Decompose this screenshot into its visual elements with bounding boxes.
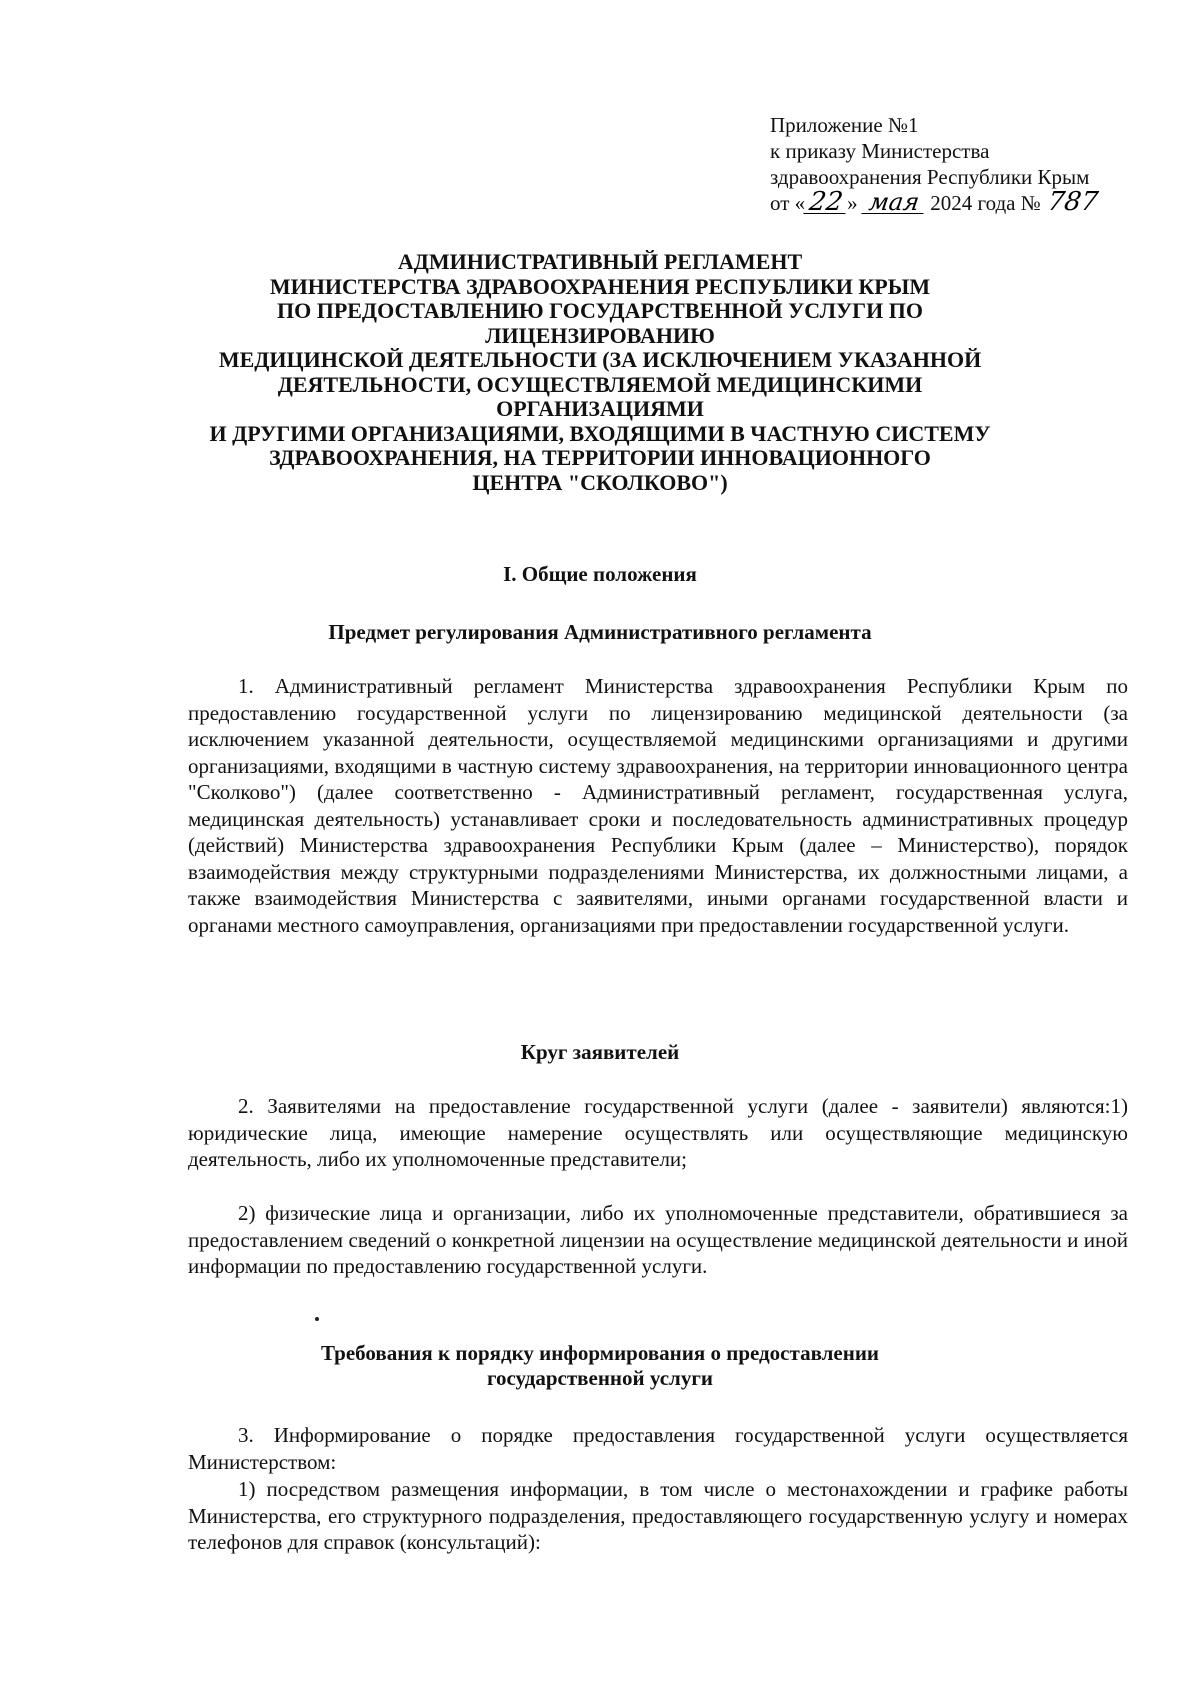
paragraph-2-item-2: 2) физические лица и организации, либо их уполномоченные представители, обратившиеся за предоставлением сведений о конкретной лицензии на осуществление медицинской деятельности и иной информации по предоставлению государственной услуги. (188, 1201, 1128, 1278)
appendix-header (770, 112, 1170, 216)
handwritten-month: мая (861, 191, 926, 214)
paragraph-2: 2. Заявителями на предоставление государственной услуги (далее - заявители) являются:1) юридические лица, имеющие намерение осуществлять или осуществляющие медицинскую деятельность, либо их уполномоченные представители; (188, 1094, 1128, 1171)
date-mid: » (847, 191, 858, 215)
section-heading-informing-line1: Требования к порядку информирования о предоставлении (320, 1341, 880, 1365)
section-heading-informing-line2: государственной услуги (487, 1366, 713, 1390)
title-line: МЕДИЦИНСКОЙ ДЕЯТЕЛЬНОСТИ (ЗА ИСКЛЮЧЕНИЕМ УКАЗАННОЙ (218, 347, 982, 372)
title-line: ДЕЯТЕЛЬНОСТИ, ОСУЩЕСТВЛЯЕМОЙ МЕДИЦИНСКИМИ (277, 371, 923, 397)
section-heading-applicants: Круг заявителей (520, 1040, 680, 1064)
stray-dot-mark (315, 1317, 319, 1321)
section-heading-general: I. Общие положения (503, 562, 697, 586)
date-prefix: от « (770, 191, 806, 215)
title-line: ЦЕНТРА "СКОЛКОВО") (472, 469, 728, 495)
title-line: МИНИСТЕРСТВА ЗДРАВООХРАНЕНИЯ РЕСПУБЛИКИ КРЫМ (269, 273, 931, 299)
title-line: ЛИЦЕНЗИРОВАНИЮ (485, 322, 715, 348)
handwritten-order-number: 787 (1045, 187, 1100, 217)
paragraph-3: 3. Информирование о порядке предоставления государственной услуги осуществляется Министерством: (188, 1423, 1128, 1474)
title-line: ЗДРАВООХРАНЕНИЯ, НА ТЕРРИТОРИИ ИННОВАЦИОННОГО (269, 445, 931, 470)
order-date-line (770, 187, 1170, 217)
section-heading-informing (150, 1341, 1050, 1391)
appendix-label: Приложение №1 (770, 113, 919, 137)
title-line: АДМИНИСТРАТИВНЫЙ РЕГЛАМЕНТ (397, 249, 803, 274)
title-line: И ДРУГИМИ ОРГАНИЗАЦИЯМИ, ВХОДЯЩИМИ В ЧАСТНУЮ СИСТЕМУ (209, 420, 991, 446)
title-line: ОРГАНИЗАЦИЯМИ (496, 396, 704, 421)
order-reference: к приказу Министерства (770, 139, 990, 163)
ministry-name: здравоохранения Республики Крым (770, 165, 1090, 189)
document-title (150, 250, 1050, 495)
paragraph-3-item-1: 1) посредством размещения информации, в том числе о местонахождении и графике работы Министерства, его структурного подразделения, предоставляющего государственную услугу и номерах телефонов для справок (консультаций): (188, 1477, 1128, 1554)
paragraph-1: 1. Административный регламент Министерства здравоохранения Республики Крым по предоставлению государственной услуги по лицензированию медицинской деятельности (за исключением указанной деятельности, осуществляемой медицинскими организациями и другими организациями, входящими в частную систему здравоохранения, на территории инновационного центра "Сколково") (далее соответственно - Административный регламент, государственная услуга, медицинская деятельность) устанавливает сроки и последовательность административных процедур (действий) Министерства здравоохранения Республики Крым (далее – Министерство), порядок взаимодействия между структурными подразделениями Министерства, их должностными лицами, а также взаимодействия Министерства с заявителями, иными органами государственной власти и органами местного самоуправления, организациями при предоставлении государственной услуги. (188, 674, 1128, 937)
title-line: ПО ПРЕДОСТАВЛЕНИЮ ГОСУДАРСТВЕННОЙ УСЛУГИ ПО (276, 298, 923, 323)
handwritten-day: 22 (804, 191, 849, 214)
section-heading-subject: Предмет регулирования Административного регламента (328, 620, 872, 644)
date-year: 2024 года № (930, 191, 1041, 215)
